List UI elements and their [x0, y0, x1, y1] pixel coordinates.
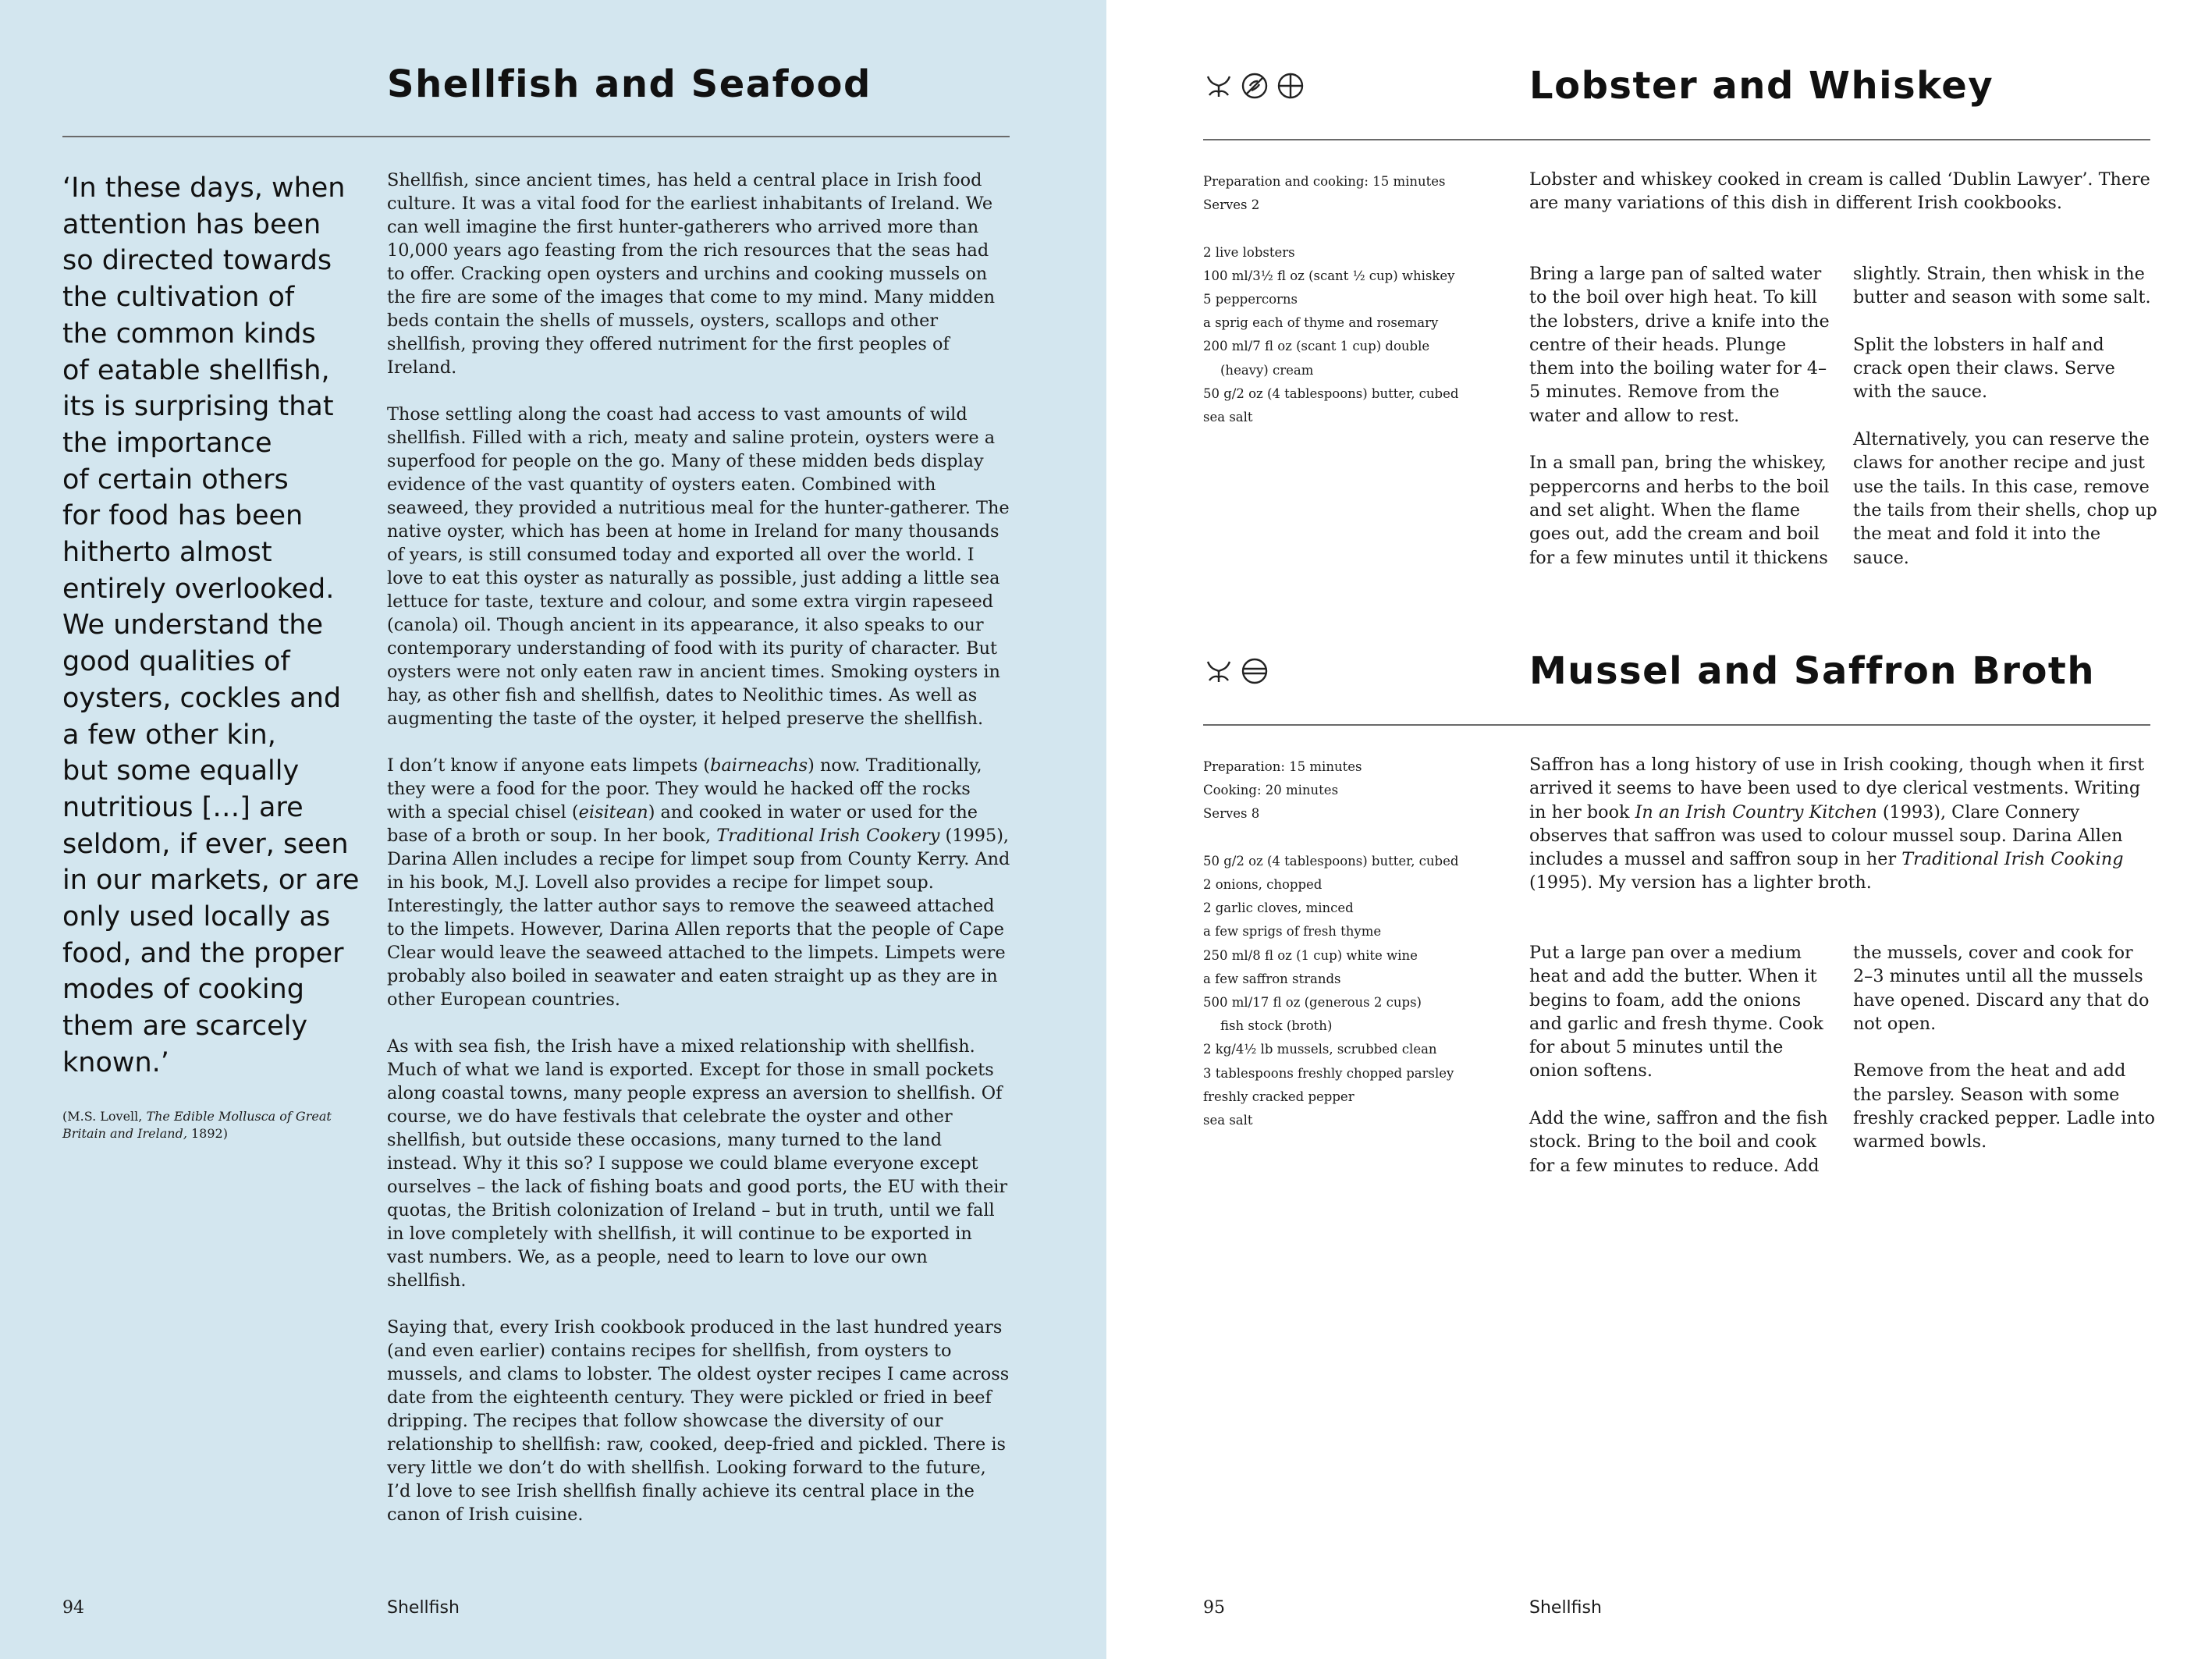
spacer: [1203, 826, 1507, 850]
right-page: [1106, 0, 2212, 1659]
text-run: (1995), Darina Allen includes a recipe for limpet soup from County Kerry. And in his book, M.J. Lovell also provides a recipe for limpet soup. Interestingly, the latter author says to remove the seaweed attached to the limpets. However, Darina Allen reports that the people of Cape Clear would leave the seaweed attached to the limpets. Limpets were probably also boiled in seawater and eaten straight up as they are in other European countries.: [387, 826, 1010, 1010]
quote-line: ‘In these days, when: [62, 172, 346, 204]
running-footer: Shellfish: [1529, 1598, 1602, 1618]
body-paragraph: Saying that, every Irish cookbook produced in the last hundred years (and even earlier) contains recipes for shellfish, from oysters to mussels, and clams to lobster. The oldest oyster recipes I came across date from the eighteenth century. They were pickled or fried in beef dripping. The recipes that follow showcase the diversity of our relationship to shellfish: raw, cooked, deep-fried and pickled. There is very little we don’t do with shellfish. Looking forward to the future, I’d love to see Irish shellfish finally achieve its central place in the canon of Irish cuisine.: [387, 1317, 1010, 1525]
body-paragraph: [387, 754, 1011, 1011]
quote-line: of certain others: [62, 464, 289, 496]
seafood-icon: [1203, 655, 1234, 687]
method-column-2: [1853, 941, 2157, 1154]
serves: Serves 2: [1203, 197, 1260, 213]
quote-line: seldom, if ever, seen: [62, 828, 349, 860]
ingredient: 50 g/2 oz (4 tablespoons) butter, cubed: [1203, 853, 1459, 869]
quote-line: for food has been: [62, 500, 304, 532]
quote-line: the importance: [62, 427, 272, 459]
no-gluten-icon: [1239, 70, 1270, 101]
method-step: slightly. Strain, then whisk in the butter and season with some salt.: [1853, 264, 2151, 308]
ingredient: 500 ml/17 fl oz (generous 2 cups): [1203, 995, 1422, 1011]
ingredient: sea salt: [1203, 410, 1253, 425]
method-step: Add the wine, saffron and the fish stock. Bring to the boil and cook for a few minutes to reduce. Add: [1529, 1108, 1828, 1176]
text-run: Saffron has a long history of use in Irish cooking, though when it first arrived it seems to have been used to dye clerical vestments. Writing in her book: [1529, 755, 2145, 822]
prep-time: Preparation: 15 minutes: [1203, 759, 1362, 774]
page-number: 94: [62, 1598, 84, 1618]
quote-line: modes of cooking: [62, 974, 304, 1006]
ingredient: 100 ml/3½ fl oz (scant ½ cup) whiskey: [1203, 268, 1455, 283]
ingredient: a few sprigs of fresh thyme: [1203, 924, 1382, 940]
quote-line: but some equally: [62, 755, 300, 787]
method-step: In a small pan, bring the whiskey, peppercorns and herbs to the boil and set alight. When the flame goes out, add the cream and boil for a few minutes until it thickens: [1529, 453, 1830, 568]
title-rule: [1203, 139, 2150, 140]
text-run: I don’t know if anyone eats limpets (: [387, 755, 711, 776]
italic-term: bairneachs: [710, 755, 808, 776]
quote-line: nutritious […] are: [62, 791, 304, 823]
title-rule: [1203, 724, 2150, 726]
recipe-icons: [1203, 70, 1306, 101]
ingredient: 250 ml/8 fl oz (1 cup) white wine: [1203, 947, 1418, 963]
recipe-title: Mussel and Saffron Broth: [1529, 649, 2096, 693]
quote-line: good qualities of: [62, 646, 290, 678]
page-title: Shellfish and Seafood: [387, 62, 872, 106]
quote-line: in our markets, or are: [62, 865, 360, 897]
quote-source-work: The Edible Mollusca of Great Britain and Ireland,: [62, 1109, 332, 1141]
ingredient: 2 kg/4½ lb mussels, scrubbed clean: [1203, 1042, 1437, 1057]
recipe-title: Lobster and Whiskey: [1529, 64, 1994, 108]
method-column-2: [1853, 262, 2157, 570]
quote-line: the cultivation of: [62, 282, 295, 314]
text-run: ) and cooked in water or used for the base of a broth or soup. In her book,: [387, 802, 978, 846]
ingredient: 50 g/2 oz (4 tablespoons) butter, cubed: [1203, 385, 1459, 401]
ingredient: 3 tablespoons freshly chopped parsley: [1203, 1065, 1454, 1081]
ingredient: 2 onions, chopped: [1203, 877, 1323, 892]
ingredient: (heavy) cream: [1220, 362, 1314, 378]
pull-quote: [62, 170, 375, 1082]
quote-source-suffix: 1892): [186, 1126, 228, 1141]
ingredient: a sprig each of thyme and rosemary: [1203, 315, 1439, 331]
method-step: Remove from the heat and add the parsley. Season with some freshly cracked pepper. Ladle into warmed bowls.: [1853, 1060, 2155, 1153]
method-step: Alternatively, you can reserve the claws for another recipe and just use the tails. In this case, remove the tails from their shells, chop up the meat and fold it into the sauce.: [1853, 429, 2157, 568]
ingredient: sea salt: [1203, 1113, 1253, 1128]
seafood-icon: [1203, 70, 1234, 101]
method-step: Put a large pan over a medium heat and add the butter. When it begins to foam, add the onions and garlic and fresh thyme. Cook for about 5 minutes until the onion softens.: [1529, 943, 1823, 1082]
ingredient: 200 ml/7 fl oz (scant 1 cup) double: [1203, 339, 1430, 354]
method-column-1: [1529, 262, 1834, 570]
quote-line: known.’: [62, 1046, 169, 1078]
italic-term: eisitean: [578, 802, 648, 822]
body-paragraph: Those settling along the coast had access to vast amounts of wild shellfish. Filled with a rich, meaty and saline protein, oysters were a superfood for people on the go. Many of these midden beds display evidence of the vast quantity of oysters eaten. Combined with seaweed, they provided a nutritious meal for the hunter-gatherer. The native oyster, which has been at home in Ireland for many thousands of years, is still consumed today and exported all over the world. I love to eat this oyster as naturally as possible, just adding a little sea lettuce for taste, texture and colour, and some extra virgin rapeseed (canola) oil. Though ancient in its appearance, it also speaks to our contemporary understanding of food with its purity of character. But oysters were not only eaten raw in ancient times. Smoking oysters in hay, as other fish and shellfish, dates to Neolithic times. As well as augmenting the taste of the oyster, it helped preserve the shellfish.: [387, 404, 1010, 729]
ingredient: 2 garlic cloves, minced: [1203, 901, 1354, 916]
dairy-free-icon: [1275, 70, 1306, 101]
quote-line: of eatable shellfish,: [62, 354, 330, 386]
recipe-intro: [1529, 753, 2153, 895]
quote-line: entirely overlooked.: [62, 573, 335, 605]
book-title: Traditional Irish Cooking: [1901, 849, 2124, 870]
recipe-info: [1203, 170, 1507, 429]
cook-time: Cooking: 20 minutes: [1203, 783, 1339, 798]
page-number: 95: [1203, 1598, 1225, 1618]
text-run: ) now. Traditionally, they were a food for the poor. They would he hacked off the rocks with a special chisel (: [387, 755, 982, 822]
dairy-free-icon: [1239, 655, 1270, 687]
quote-line: only used locally as: [62, 901, 331, 933]
quote-line: oysters, cockles and: [62, 682, 342, 714]
quote-line: them are scarcely: [62, 1011, 308, 1043]
body-paragraph: As with sea fish, the Irish have a mixed relationship with shellfish. Much of what we land is exported. Except for those in small pockets along coastal towns, many people express an aversion to shellfish. Of course, we do have festivals that celebrate the oyster and other shellfish, but outside these occasions, many turned to the land instead. Why it this so? I suppose we could blame everyone except ourselves – the lack of fishing boats and good ports, the EU with their quotas, the British colonization of Ireland – but in truth, until we fall in love completely with shellfish, it will continue to be exported in vast numbers. We, as a people, need to learn to love our own shellfish.: [387, 1036, 1008, 1291]
ingredient: freshly cracked pepper: [1203, 1089, 1355, 1104]
quote-line: its is surprising that: [62, 391, 334, 423]
quote-line: food, and the proper: [62, 937, 344, 969]
text-run: (1993), Clare Connery observes that saffron was used to colour mussel soup. Darina Allen includes a mussel and saffron soup in her: [1529, 801, 2123, 870]
quote-line: the common kinds: [62, 318, 316, 350]
quote-line: so directed towards: [62, 245, 332, 277]
body-text: [387, 169, 1011, 1526]
quote-line: We understand the: [62, 609, 324, 641]
text-run: (1995). My version has a lighter broth.: [1529, 872, 1872, 893]
spacer: [1203, 217, 1507, 240]
quote-source-prefix: (M.S. Lovell,: [62, 1109, 147, 1124]
method-step: Bring a large pan of salted water to the boil over high heat. To kill the lobsters, drive a knife into the centre of their heads. Plunge them into the boiling water for 4–5 minutes. Remove from the water and allow to rest.: [1529, 264, 1830, 426]
recipe-info: [1203, 755, 1507, 1132]
recipe-intro: Lobster and whiskey cooked in cream is called ‘Dublin Lawyer’. There are many variations of this dish in different Irish cookbooks.: [1529, 169, 2150, 214]
prep-time: Preparation and cooking: 15 minutes: [1203, 174, 1446, 189]
running-footer: Shellfish: [387, 1598, 460, 1618]
serves: Serves 8: [1203, 806, 1260, 822]
quote-line: attention has been: [62, 208, 321, 240]
quote-line: hitherto almost: [62, 537, 272, 569]
book-title: In an Irish Country Kitchen: [1635, 801, 1877, 822]
ingredient: fish stock (broth): [1220, 1018, 1333, 1034]
recipe-icons: [1203, 655, 1270, 687]
method-column-1: [1529, 941, 1834, 1178]
ingredient: 5 peppercorns: [1203, 292, 1298, 307]
book-title: Traditional Irish Cookery: [716, 826, 940, 846]
ingredient: 2 live lobsters: [1203, 244, 1295, 260]
method-step: the mussels, cover and cook for 2–3 minutes until all the mussels have opened. Discard any that do not open.: [1853, 943, 2150, 1034]
method-step: Split the lobsters in half and crack open their claws. Serve with the sauce.: [1853, 334, 2115, 403]
body-paragraph: Shellfish, since ancient times, has held a central place in Irish food culture. It was a vital food for the earliest inhabitants of Ireland. We can well imagine the first hunter-gatherers who arrived more than 10,000 years ago feasting from the rich resources that the seas had to offer. Cracking open oysters and urchins and cooking mussels on the fire are some of the images that come to my mind. Many midden beds contain the shells of mussels, oysters, scallops and other shellfish, proving they offered nutriment for the first peoples of Ireland.: [387, 170, 996, 378]
ingredient: a few saffron strands: [1203, 971, 1341, 986]
quote-source: [62, 1108, 359, 1142]
quote-line: a few other kin,: [62, 719, 276, 751]
title-rule: [62, 136, 1010, 137]
